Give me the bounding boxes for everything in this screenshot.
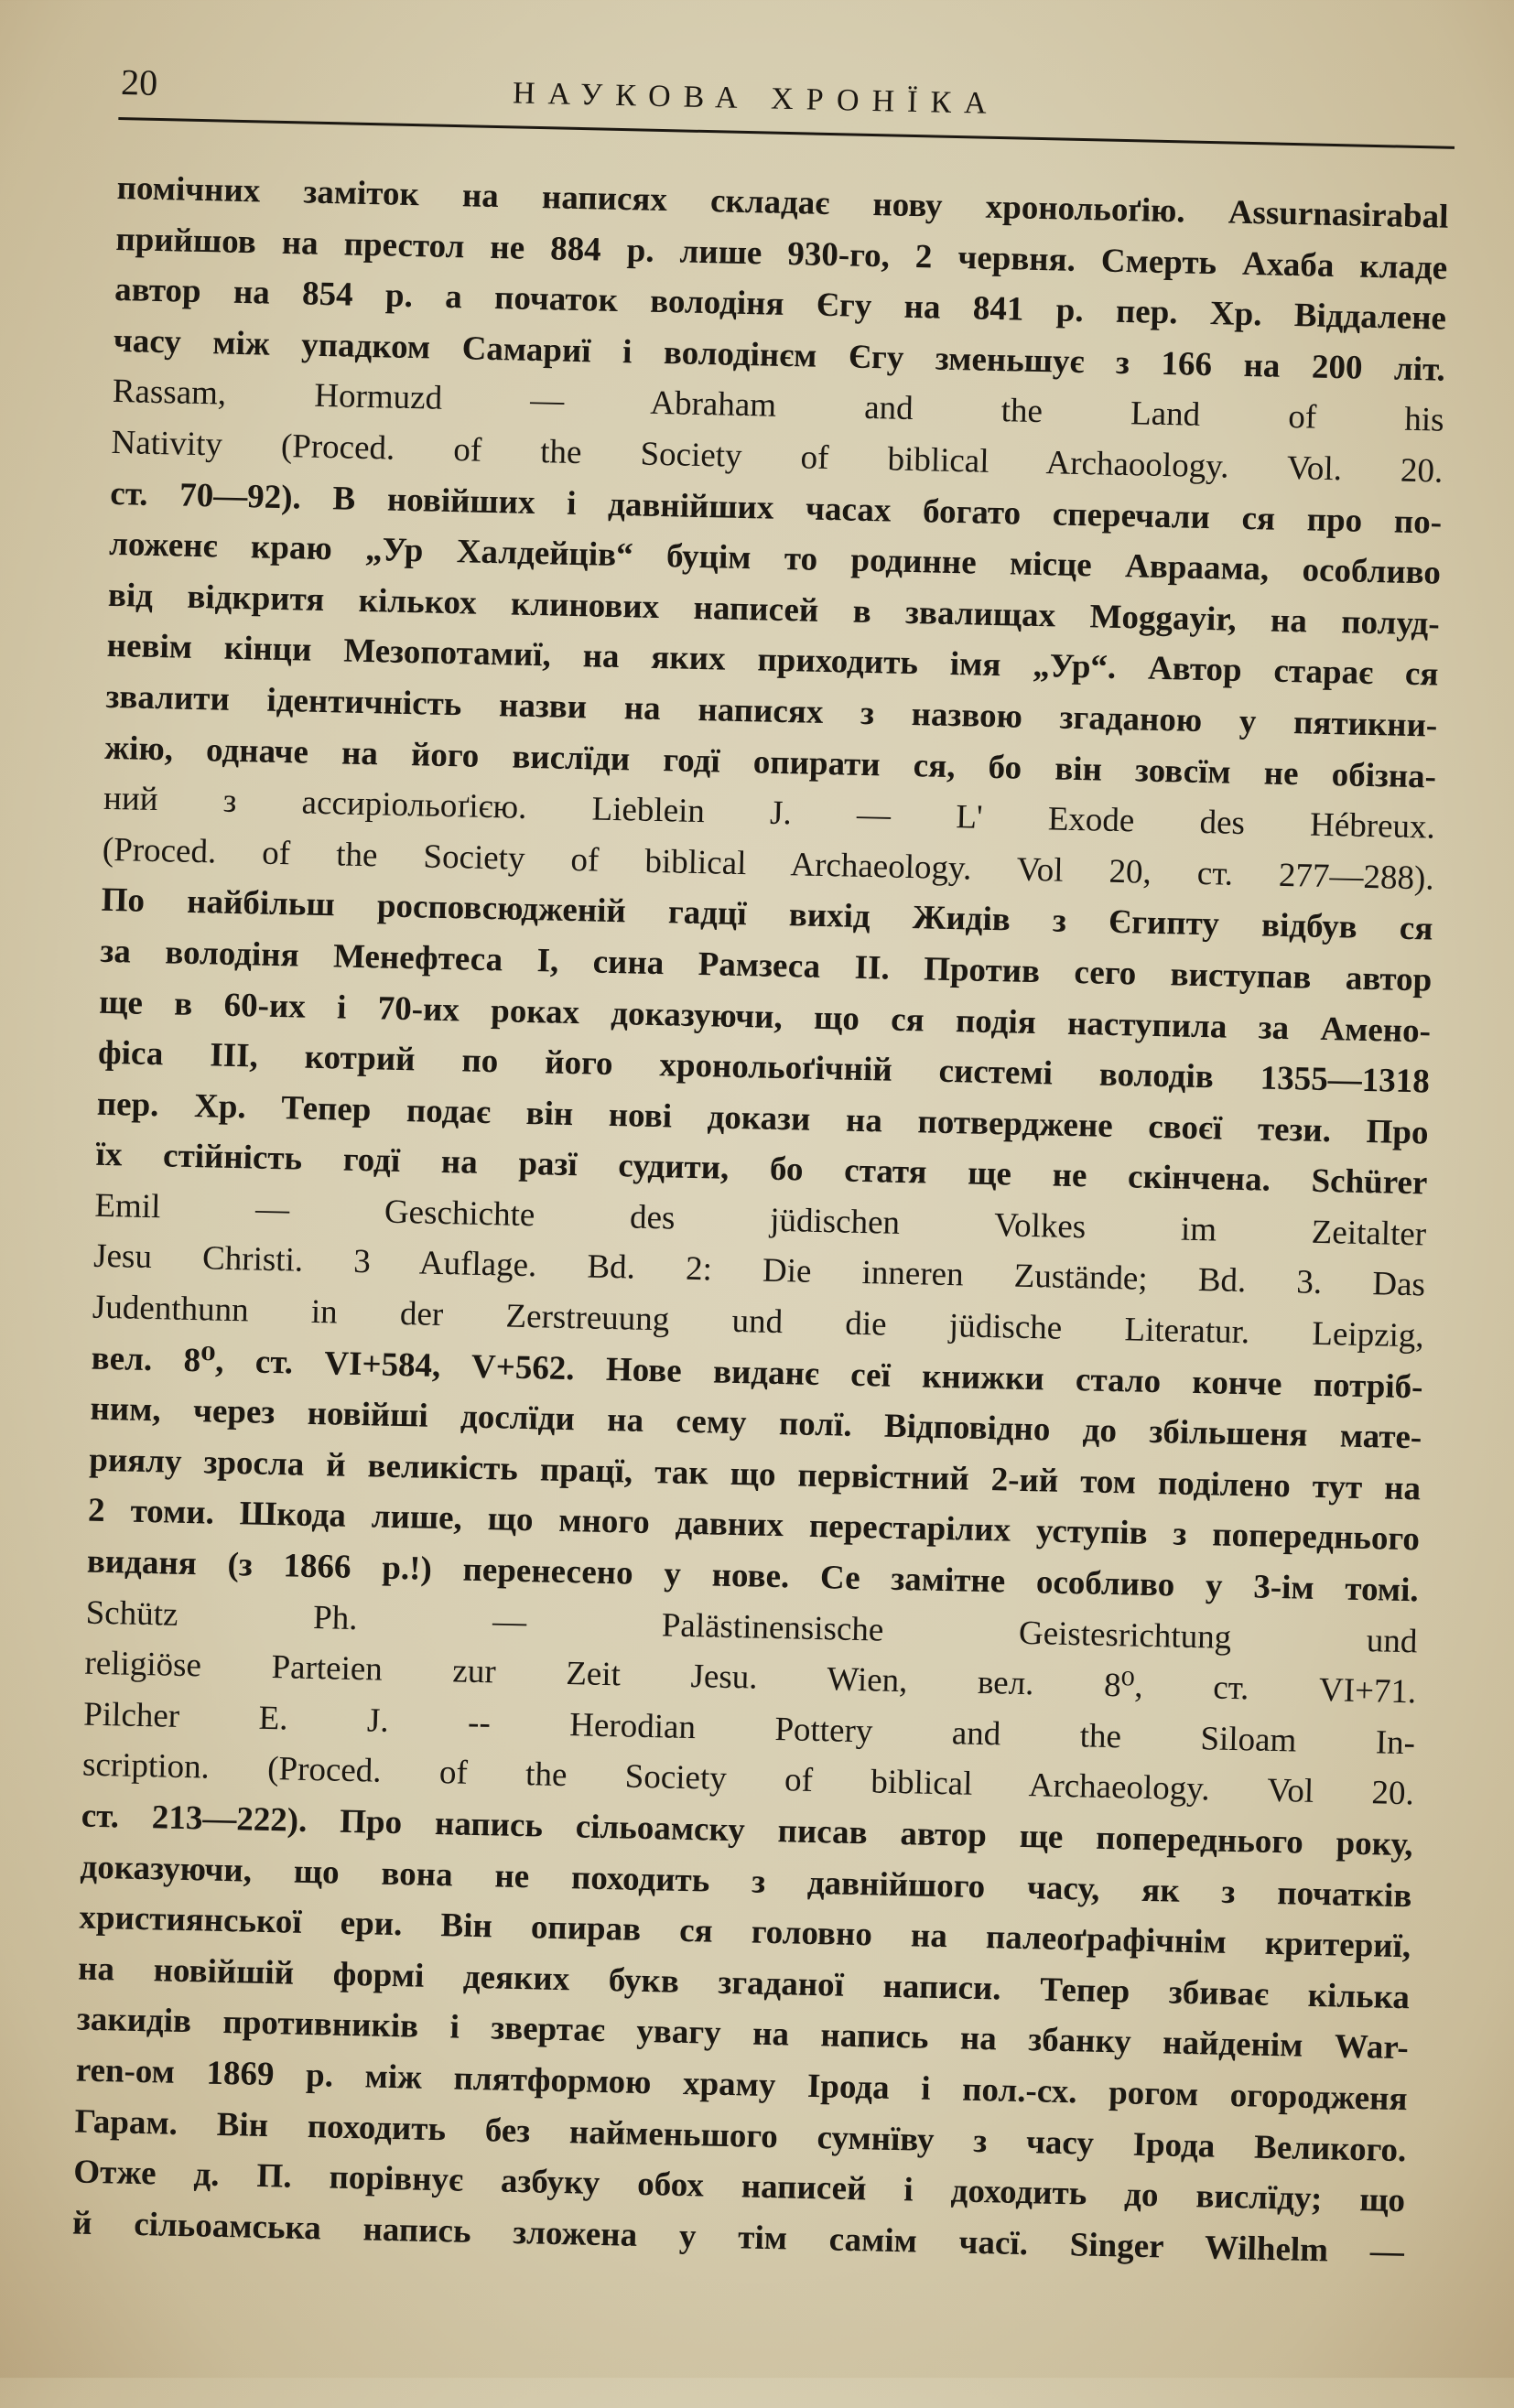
text-line: religiöse Parteien zur Zeit Jesu. Wien, вел. 8⁰, ст. VI+71. [84,1644,1417,1712]
text-line: ще в 60-их і 70-их роках доказуючи, що ся подія наступила за Амено- [98,983,1432,1050]
running-title: НАУКОВА ХРОНЇКА [512,76,1000,121]
text-line: Jesu Christi. 3 Auflage. Bd. 2: Die inneren Zustände; Bd. 3. Das [92,1237,1426,1304]
text-line: помічних заміток на написях складає нову хронольоґію. Assurnasirabal [116,168,1449,236]
text-line: виданя (з 1866 р.!) перенесено у нове. Се замітне особливо у 3-ім томі. [86,1542,1420,1610]
text-line: ст. 70—92). В новійших і давнійших часах богато сперечали ся про по- [109,474,1443,542]
text-line: ний з ассиріольоґією. Lieblein J. — L' Exode des Hébreux. [103,779,1436,847]
text-line: ст. 213—222). Про напись сільоамску писав автор ще попереднього року, [81,1797,1413,1864]
text-line: закидів противників і звертає увагу на напись на збанку найденім War- [76,2000,1410,2068]
text-line: й сільоамська напись зложена у тім самім часї. Singer Wilhelm — [71,2204,1405,2271]
text-line: звалити ідентичність назви на написях з назвою згаданою у пятикни- [105,677,1438,745]
text-line: часу між упадком Самариї і володінєм Єгу зменьшує з 166 на 200 літ. [113,321,1446,389]
text-line: ним, через новійші дослїди на сему полї. Відповідно до збільшеня мате- [90,1389,1422,1457]
text-line: scription. (Proced. of the Society of biblical Archaeology. Vol 20. [81,1745,1415,1813]
text-line: Emil — Geschichte des jüdischen Volkes im Zeitalter [93,1186,1427,1254]
text-line: на новійшій формі деяких букв згаданої написи. Тепер збиває кілька [77,1949,1411,2017]
text-line: вел. 8⁰, ст. VI+584, V+562. Нове виданє сеї книжки стало конче потріб- [91,1339,1423,1407]
text-line: за володіня Менефтеса I, сина Рамзеса II. Против сего виступав автор [100,932,1433,999]
text-line: (Proced. of the Society of biblical Archaeology. Vol 20, ст. 277—288). [102,830,1435,898]
text-line: Judenthunn in der Zerstreuung und die jüdische Literatur. Leipzig, [92,1288,1425,1355]
text-line: Отже д. П. порівнує азбуку обох написей і доходить до вислїду; що [72,2153,1406,2220]
text-line: невім кінци Мезопотамиї, на яких приходить імя „Ур“. Автор старає ся [106,627,1439,694]
text-line: Schütz Ph. — Palästinensische Geistesrichtung und [85,1593,1418,1660]
text-line: доказуючи, що вона не походить з давнійшого часу, як з початків [80,1848,1412,1915]
text-line: прийшов на престол не 884 р. лише 930-го, 2 червня. Смерть Ахаба кладе [115,220,1448,287]
text-line: жію, одначе на його вислїди годї опирати ся, бо він зовсїм не обізна- [103,729,1437,796]
header-rule [118,117,1455,149]
text-line: їх стійність годї на разї судити, бо статя ще не скінчена. Schürer [95,1136,1428,1203]
text-line: від відкритя кількох клинових написей в звалищах Moggayir, на полуд- [107,576,1441,643]
text-line: пер. Хр. Тепер подає він нові докази на потверджене своєї тези. Про [96,1085,1429,1152]
text-line: риялу зросла й великість працї, так що первістний 2-ий том поділено тут на [88,1441,1422,1508]
body-text [72,163,1449,2278]
text-line: ren-ом 1869 р. між плятформою храму Ірода і пол.-сх. рогом огородженя [75,2051,1408,2119]
page-number: 20 [120,61,158,103]
text-line: Pilcher E. J. -- Herodian Pottery and the Siloam In- [82,1695,1416,1763]
text-line: Гарам. Він походить без найменьшого сумнїву з часу Ірода Великого. [74,2102,1407,2169]
text-line: фіса III, котрий по його хронольоґічній системі володів 1355—1318 [97,1033,1431,1101]
text-line: ложенє краю „Ур Халдейців“ буцім то родинне місце Авраама, особливо [108,525,1442,592]
text-line: Rassam, Hormuzd — Abraham and the Land of his [112,373,1444,440]
text-line: По найбільш росповсюдженій гадцї вихід Жидів з Єгипту відбув ся [101,881,1433,948]
text-line: Nativity (Proced. of the Society of biblical Archaoology. Vol. 20. [111,423,1444,491]
text-line: автор на 854 р. а початок володіня Єгу на 841 р. пер. Хр. Віддалене [114,271,1447,338]
text-line: 2 томи. Шкода лише, що много давних перестарілих уступів з попереднього [87,1492,1421,1559]
text-line: християнської ери. Він опирав ся головно на палеоґрафічнім критериї, [79,1898,1411,1966]
